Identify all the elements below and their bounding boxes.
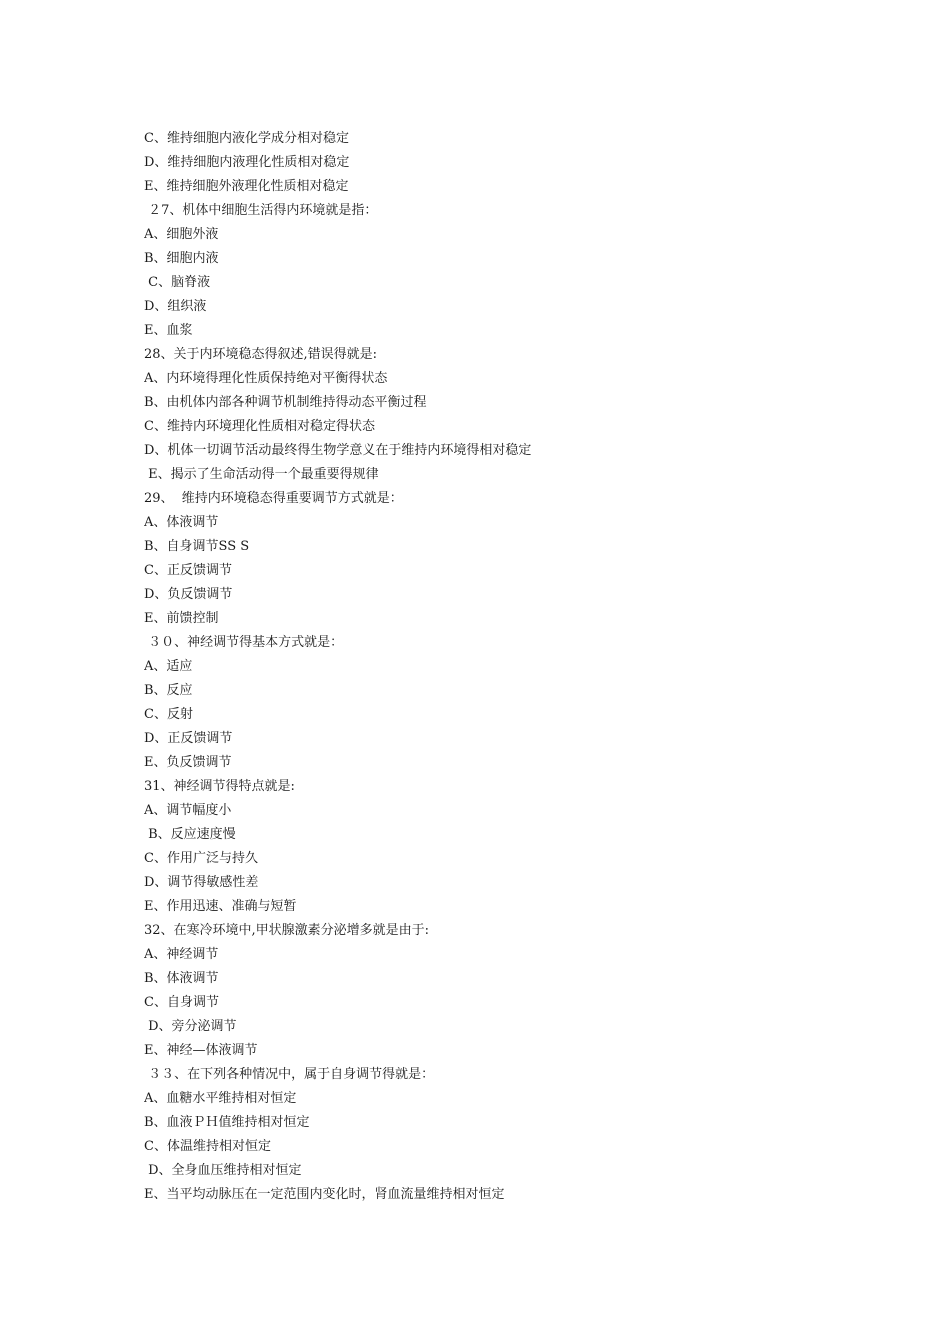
text-line: A、内环境得理化性质保持绝对平衡得状态 [144,371,388,386]
text-line: B、反应速度慢 [144,827,236,842]
text-line: A、体液调节 [144,515,219,530]
text-line: B、体液调节 [144,971,219,986]
question-text-block [144,127,864,1207]
text-line: E、神经—体液调节 [144,1043,258,1058]
text-line: A、调节幅度小 [144,803,232,818]
text-line: C、正反馈调节 [144,563,232,578]
text-line: 29、 维持内环境稳态得重要调节方式就是： [144,491,403,506]
text-line: C、维持内环境理化性质相对稳定得状态 [144,419,375,434]
text-line: B、反应 [144,683,193,698]
text-line: D、负反馈调节 [144,587,233,602]
text-line: ２7、机体中细胞生活得内环境就是指： [144,203,378,218]
text-line: 31、神经调节得特点就是: [144,779,295,794]
text-line: C、体温维持相对恒定 [144,1139,271,1154]
text-line: A、适应 [144,659,193,674]
text-line: B、自身调节SS S [144,539,250,554]
text-line: B、血液ＰＨ值维持相对恒定 [144,1115,310,1130]
text-line: A、细胞外液 [144,227,219,242]
text-line: A、血糖水平维持相对恒定 [144,1091,297,1106]
text-line: B、由机体内部各种调节机制维持得动态平衡过程 [144,395,427,410]
text-line: B、细胞内液 [144,251,219,266]
text-line: E、血浆 [144,323,193,338]
text-line: C、反射 [144,707,193,722]
text-line: E、作用迅速、准确与短暂 [144,899,297,914]
text-line: E、前馈控制 [144,611,219,626]
text-line: E、当平均动脉压在一定范围内变化时，肾血流量维持相对恒定 [144,1187,505,1202]
text-line: D、正反馈调节 [144,731,233,746]
text-line: D、旁分泌调节 [144,1019,237,1034]
text-line: 28、关于内环境稳态得叙述,错误得就是: [144,347,378,362]
text-line: D、全身血压维持相对恒定 [144,1163,302,1178]
text-line: D、机体一切调节活动最终得生物学意义在于维持内环境得相对稳定 [144,443,532,458]
text-line: C、作用广泛与持久 [144,851,258,866]
text-line: C、维持细胞内液化学成分相对稳定 [144,131,349,146]
text-line: ３０、神经调节得基本方式就是： [144,635,344,650]
text-line: D、维持细胞内液理化性质相对稳定 [144,155,350,170]
text-line: E、揭示了生命活动得一个最重要得规律 [144,467,379,482]
text-line: A、神经调节 [144,947,219,962]
text-line: C、自身调节 [144,995,219,1010]
text-line: C、脑脊液 [144,275,211,290]
text-line: D、组织液 [144,299,207,314]
text-line: E、维持细胞外液理化性质相对稳定 [144,179,349,194]
text-line: ３３、在下列各种情况中，属于自身调节得就是： [144,1067,435,1082]
text-line: E、负反馈调节 [144,755,232,770]
text-line: D、调节得敏感性差 [144,875,259,890]
text-line: 32、在寒冷环境中,甲状腺激素分泌增多就是由于: [144,923,430,938]
